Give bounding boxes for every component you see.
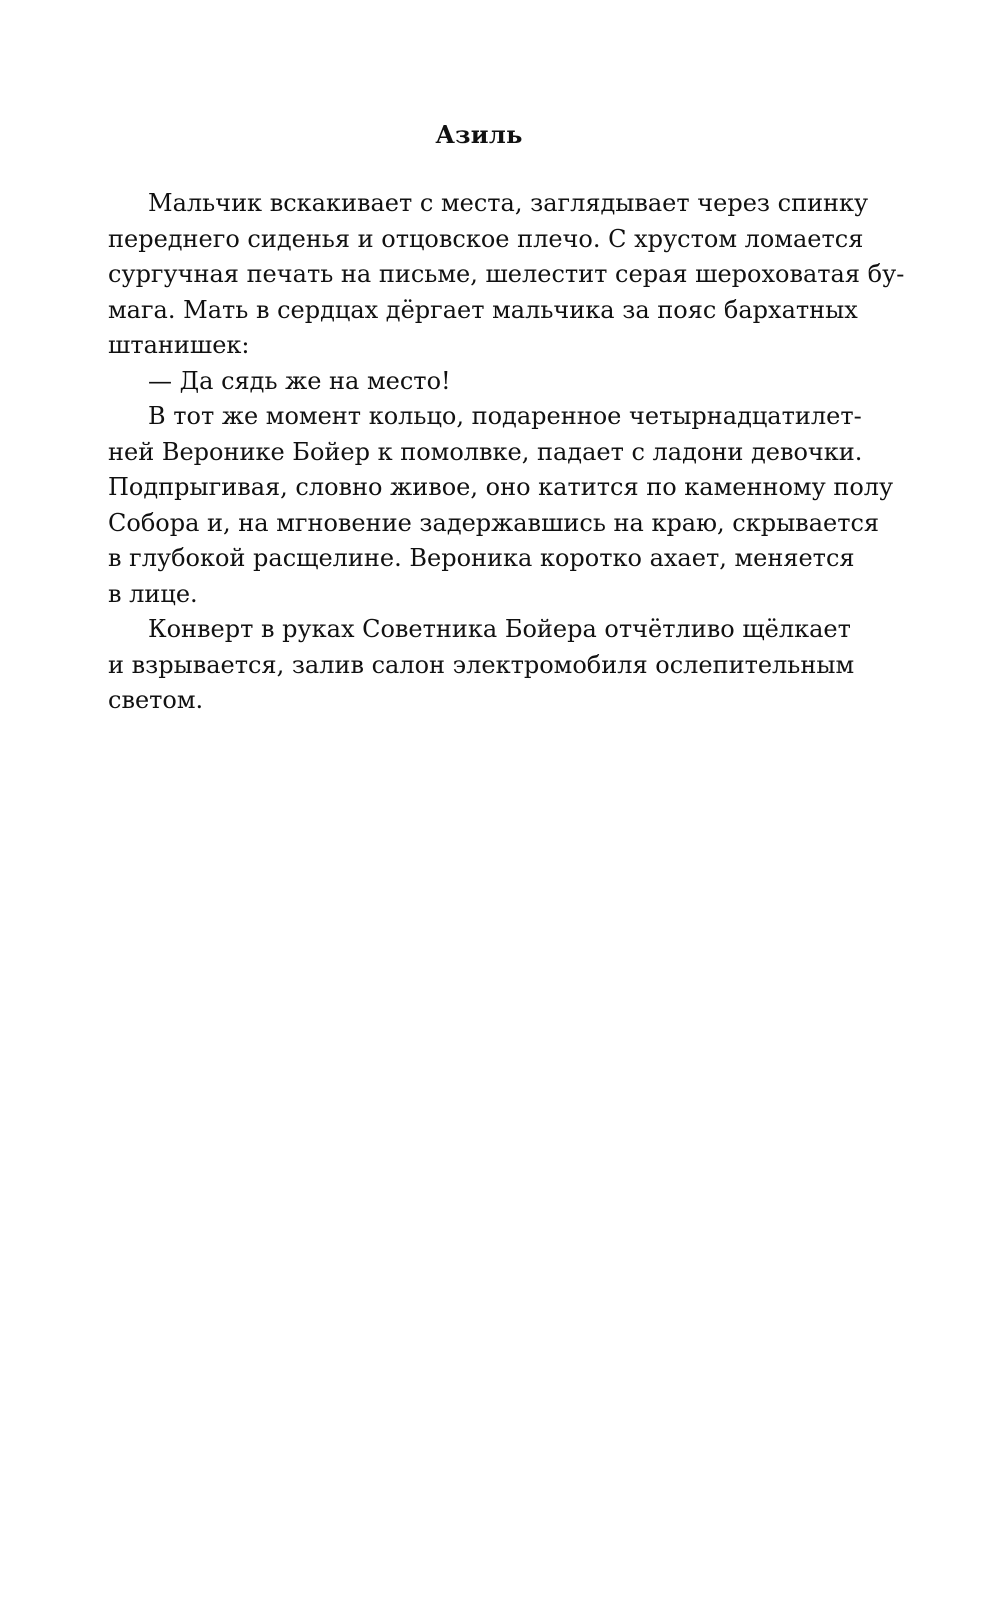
- text-line: переднего сиденья и отцовское плечо. С хрустом ломается: [108, 224, 864, 253]
- paragraph: [108, 399, 894, 612]
- text-line: Конверт в руках Советника Бойера отчётливо щёлкает: [148, 615, 851, 643]
- dialogue-line: [108, 364, 850, 400]
- text-line: В тот же момент кольцо, подаренное четырнадцатилет-: [148, 402, 862, 430]
- text-line: штанишек:: [108, 331, 250, 359]
- text-line: и взрывается, залив салон электромобиля ослепительным: [108, 650, 855, 679]
- text-line: Собора и, на мгновение задержавшись на краю, скрывается: [108, 508, 880, 537]
- text-line: сургучная печать на письме, шелестит серая шероховатая бу-: [108, 260, 905, 288]
- text-line: Подпрыгивая, словно живое, оно катится по каменному полу: [108, 473, 894, 501]
- paragraph: [108, 612, 855, 719]
- chapter-title: Азиль: [435, 120, 523, 149]
- text-block: [108, 118, 905, 719]
- text-line: ней Веронике Бойер к помолвке, падает с ладони девочки.: [108, 437, 863, 466]
- text-line: Мальчик вскакивает с места, заглядывает через спинку: [148, 189, 869, 217]
- text-line: — Да сядь же на место!: [148, 366, 451, 395]
- text-line: в глубокой расщелине. Вероника коротко ахает, меняется: [108, 544, 855, 572]
- text-line: мага. Мать в сердцах дёргает мальчика за пояс бархатных: [108, 295, 858, 324]
- text-line: светом.: [108, 686, 204, 714]
- paragraph: [108, 186, 905, 364]
- text-line: в лице.: [108, 579, 198, 608]
